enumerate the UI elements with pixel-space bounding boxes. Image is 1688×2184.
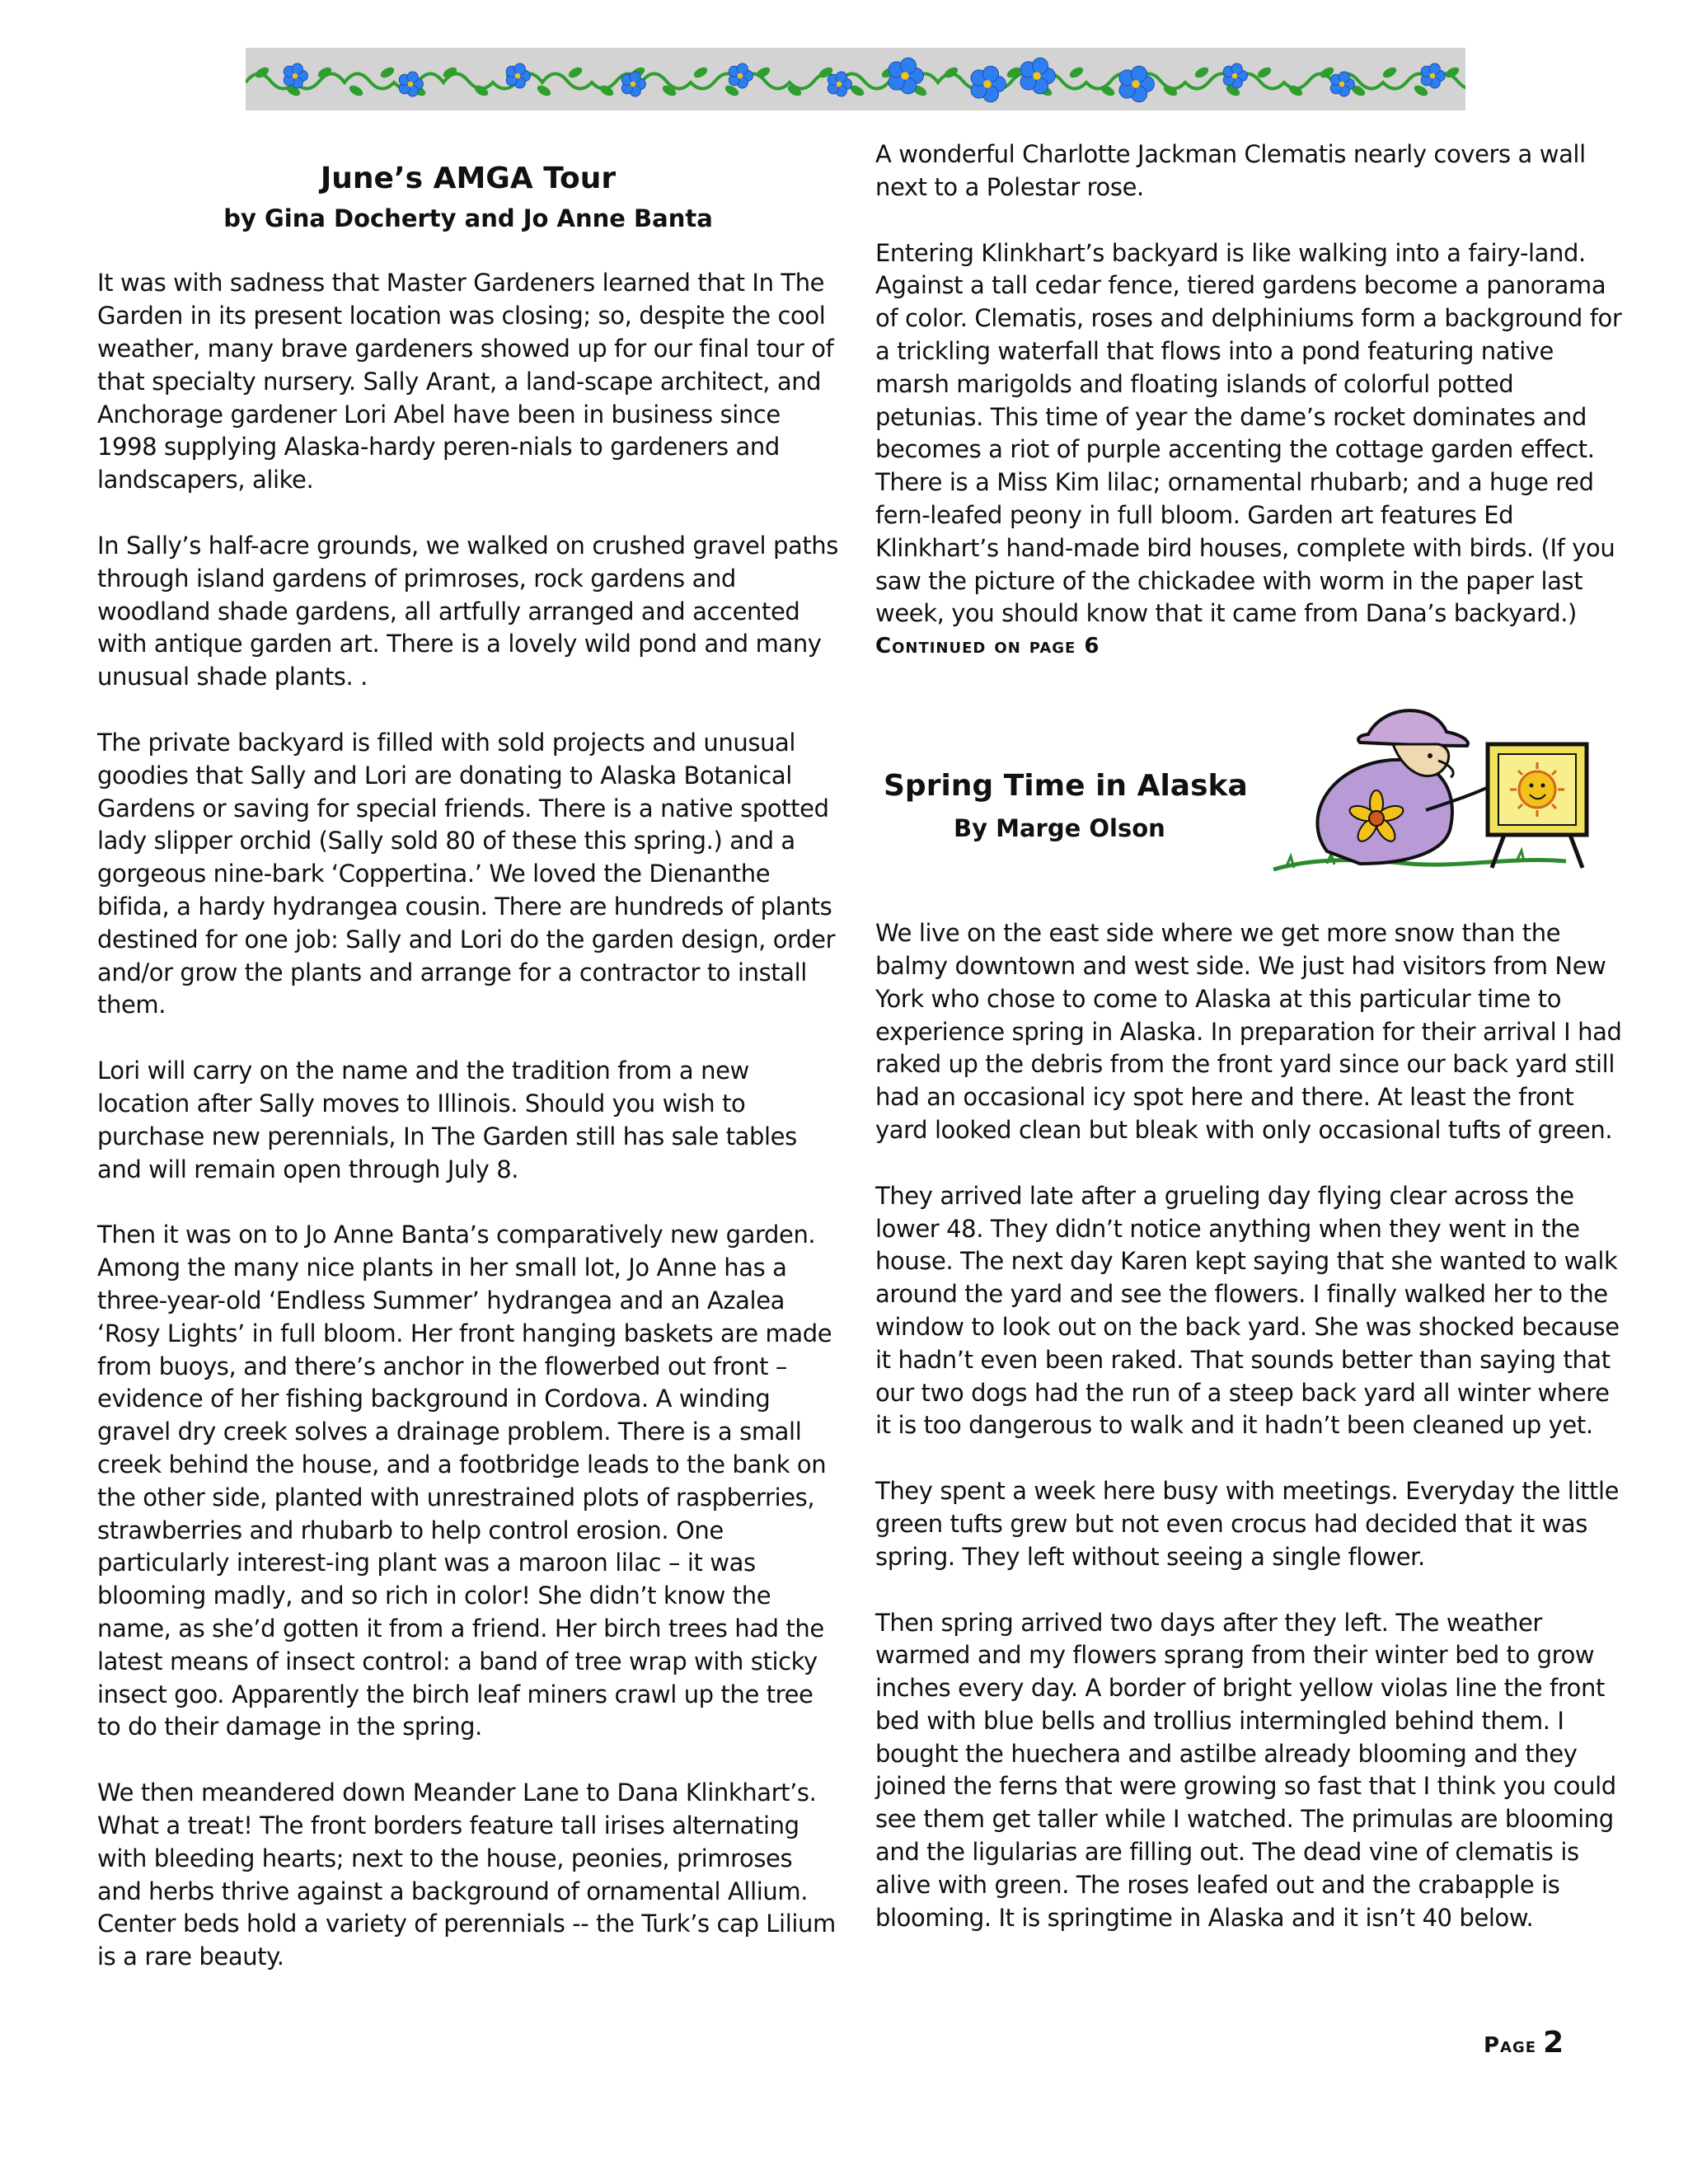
- paragraph: Then it was on to Jo Anne Banta’s comparatively new garden. Among the many nice plants in her small lot, Jo Anne has a three-year-old ‘Endless Summer’ hydrangea and an Azalea ‘Rosy Lights’ in full bloom. Her front hanging baskets are made from buoys, and there’s anchor in the flowerbed out front – evidence of her fishing background in Cordova. A winding gravel dry creek solves a drainage problem. There is a small creek behind the house, and a footbridge leads to the bank on the other side, planted with unrestrained plots of raspberries, strawberries and rhubarb to help control erosion. One particularly interest-ing plant was a maroon lilac – it was blooming madly, and so rich in color! She didn’t know the name, as she’d gotten it from a friend. Her birch trees had the latest means of insect control: a band of tree wrap with sticky insect goo. Apparently the birch leaf miners crawl up the tree to do their damage in the spring.: [97, 1221, 832, 1741]
- flower-vine-banner: [246, 48, 1465, 110]
- paragraph: Entering Klinkhart’s backyard is like walking into a fairy-land. Against a tall cedar fence, tiered gardens become a panorama of color. Clematis, roses and delphiniums form a background for a trickling waterfall that flows into a pond featuring native marsh marigolds and floating islands of colorful potted petunias. This time of year the dame’s rocket dominates and becomes a riot of purple accenting the cottage garden effect. There is a Miss Kim lilac; ornamental rhubarb; and a huge red fern-leafed peony in full bloom. Garden art features Ed Klinkhart’s hand-made bird houses, complete with birds. (If you saw the picture of the chickadee with worm in the paper last week, you should know that it came from Dana’s backyard.): [875, 238, 1622, 628]
- paragraph: In Sally’s half-acre grounds, we walked on crushed gravel paths through island gardens of primroses, rock gardens and woodland shade gardens, all artfully arranged and accented with antique garden art. There is a lovely wild pond and many unusual shade plants. .: [97, 532, 838, 691]
- paragraph: It was with sadness that Master Gardeners learned that In The Garden in its present location was closing; so, despite the cool weather, many brave gardeners showed up for our final tour of that specialty nursery. Sally Arant, a land-scape architect, and Anchorage gardener Lori Abel have been in business since 1998 supplying Alaska-hardy peren-nials to gardeners and landscapers, alike.: [97, 269, 834, 494]
- left-column: [97, 148, 839, 1974]
- page-number-value: 2: [1543, 2026, 1565, 2060]
- page-label: Page: [1484, 2033, 1537, 2058]
- flower-vine-border-icon: [246, 48, 1465, 110]
- right-column: [875, 138, 1625, 1934]
- paragraph: We then meandered down Meander Lane to Dana Klinkhart’s. What a treat! The front borders feature tall irises alternating with bleeding hearts; next to the house, peonies, primroses and herbs thrive against a background of ornamental Allium. Center beds hold a variety of perennials -- the Turk’s cap Lilium is a rare beauty.: [97, 1779, 836, 1971]
- spring-article-body: [875, 917, 1625, 1934]
- article-byline: by Gina Docherty and Jo Anne Banta: [223, 204, 713, 232]
- article-title: Spring Time in Alaska: [884, 769, 1248, 804]
- paragraph: We live on the east side where we get more snow than the balmy downtown and west side. We just had visitors from New York who chose to come to Alaska at this particular time to experience spring in Alaska. In preparation for their arrival I had raked up the debris from the front yard since our back yard still had an occasional icy spot here and there. At least the front yard looked clean but bleak with only occasional tufts of green.: [875, 919, 1622, 1144]
- paragraph: Then spring arrived two days after they left. The weather warmed and my flowers sprang from their winter bed to grow inches every day. A border of bright yellow violas line the front bed with blue bells and trollius intermingled behind them. I bought the huechera and astilbe already blooming and they joined the ferns that were growing so fast that I think you could see them get taller while I watched. The primulas are blooming and the ligularias are filling out. The dead vine of clematis is alive with green. The roses leafed out and the crabapple is blooming. It is springtime in Alaska and it isn’t 40 below.: [875, 1608, 1616, 1932]
- spring-article-header: [875, 695, 1625, 901]
- paragraph: They spent a week here busy with meetings. Everyday the little green tufts grew but not even crocus had decided that it was spring. They left without seeing a single flower.: [875, 1477, 1620, 1571]
- gardener-painting-sun-icon: [1269, 695, 1615, 884]
- page-number: [1484, 2026, 1564, 2060]
- continued-note: Continued on page 6: [875, 634, 1100, 659]
- paragraph: A wonderful Charlotte Jackman Clematis nearly covers a wall next to a Polestar rose.: [875, 140, 1586, 201]
- paragraph: They arrived late after a grueling day flying clear across the lower 48. They didn’t notice anything when they went in the house. The next day Karen kept saying that she wanted to walk around the yard and see the flowers. I finally walked her to the window to look out on the back yard. She was shocked because it hadn’t even been raked. That sounds better than saying that our two dogs had the run of a steep back yard all winter where it is too dangerous to walk and it hadn’t been cleaned up yet.: [875, 1181, 1620, 1440]
- article-byline: By Marge Olson: [954, 814, 1165, 843]
- paragraph: The private backyard is filled with sold projects and unusual goodies that Sally and Lori are donating to Alaska Botanical Gardens or saving for special friends. There is a native spotted lady slipper orchid (Sally sold 80 of these this spring.) and a gorgeous nine-bark ‘Coppertina.’ We loved the Dienanthe bifida, a hardy hydrangea cousin. There are hundreds of plants destined for one job: Sally and Lori do the garden design, order and/or grow the plants and arrange for a contractor to install them.: [97, 729, 836, 1019]
- article-title: June’s AMGA Tour: [320, 162, 617, 195]
- paragraph: Lori will carry on the name and the tradition from a new location after Sally moves to Illinois. Should you wish to purchase new perennials, In The Garden still has sale tables and will remain open through July 8.: [97, 1057, 797, 1183]
